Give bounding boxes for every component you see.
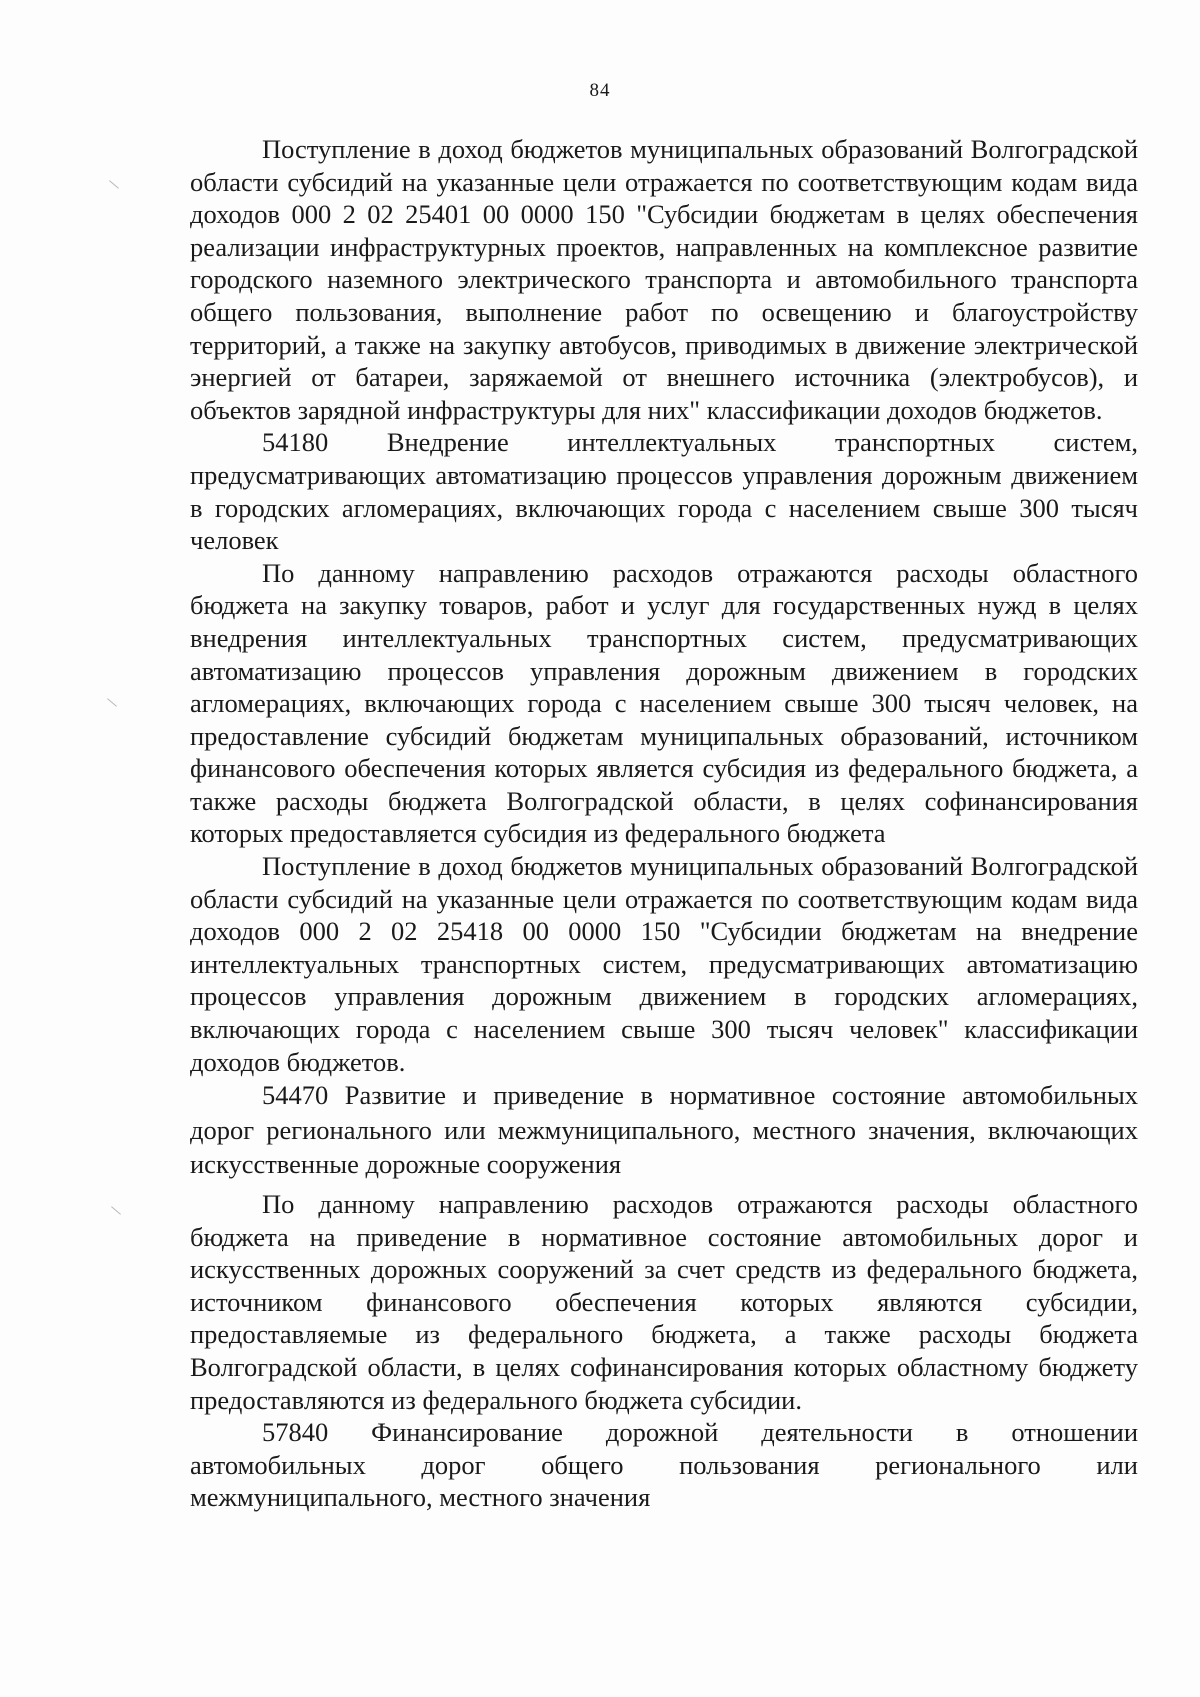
scan-artifact-mark xyxy=(111,1206,121,1214)
scan-artifact-mark xyxy=(107,698,117,706)
scan-artifact-mark xyxy=(109,180,119,188)
paragraph-income-subsidies-25418: Поступление в доход бюджетов муниципальных образований Волгоградской области субсидий на указанные цели отражается по соответствующим кодам вида доходов 000 2 02 25418 00 0000 150 "Субсидии бюджетам на внедрение интеллектуальных транспортных систем, предусматривающих автоматизацию процессов управления дорожным движением в городских агломерациях, включающих города с населением свыше 300 тысяч человек" классификации доходов бюджетов. xyxy=(190,851,1138,1077)
paragraph-income-subsidies-25401: Поступление в доход бюджетов муниципальных образований Волгоградской области субсидий на указанные цели отражается по соответствующим кодам вида доходов 000 2 02 25401 00 0000 150 "Субсидии бюджетам в целях обеспечения реализации инфраструктурных проектов, направленных на комплексное развитие городского наземного электрического транспорта и автомобильного транспорта общего пользования, выполнение работ по освещению и благоустройству территорий, а также на закупку автобусов, приводимых в движение электрической энергией от батареи, заряжаемой от внешнего источника (электробусов), и объектов зарядной инфраструктуры для них" классификации доходов бюджетов. xyxy=(190,134,1138,425)
paragraph-heading-57840: 57840 Финансирование дорожной деятельности в отношении автомобильных дорог общего пользования регионального или межмуниципального, местного значения xyxy=(190,1417,1138,1513)
page-number: 84 xyxy=(589,80,611,101)
document-body xyxy=(190,133,1138,1514)
paragraph-expenses-54470: По данному направлению расходов отражаются расходы областного бюджета на приведение в нормативное состояние автомобильных дорог и искусственных дорожных сооружений за счет средств из федерального бюджета, источником финансового обеспечения которых являются субсидии, предоставляемые из федерального бюджета, а также расходы бюджета Волгоградской области, в целях софинансирования которых областному бюджету предоставляются из федерального бюджета субсидии. xyxy=(190,1189,1138,1415)
paragraph-heading-54180: 54180 Внедрение интеллектуальных транспортных систем, предусматривающих автоматизацию процессов управления дорожным движением в городских агломерациях, включающих города с населением свыше 300 тысяч человек xyxy=(190,427,1138,556)
paragraph-heading-54470: 54470 Развитие и приведение в нормативное состояние автомобильных дорог регионального или межмуниципального, местного значения, включающих искусственные дорожные сооружения xyxy=(190,1080,1138,1180)
paragraph-expenses-54180: По данному направлению расходов отражаются расходы областного бюджета на закупку товаров, работ и услуг для государственных нужд в целях внедрения интеллектуальных транспортных систем, предусматривающих автоматизацию процессов управления дорожным движением в городских агломерациях, включающих города с населением свыше 300 тысяч человек, на предоставление субсидий бюджетам муниципальных образований, источником финансового обеспечения которых является субсидия из федерального бюджета, а также расходы бюджета Волгоградской области, в целях софинансирования которых предоставляется субсидия из федерального бюджета xyxy=(190,557,1138,849)
